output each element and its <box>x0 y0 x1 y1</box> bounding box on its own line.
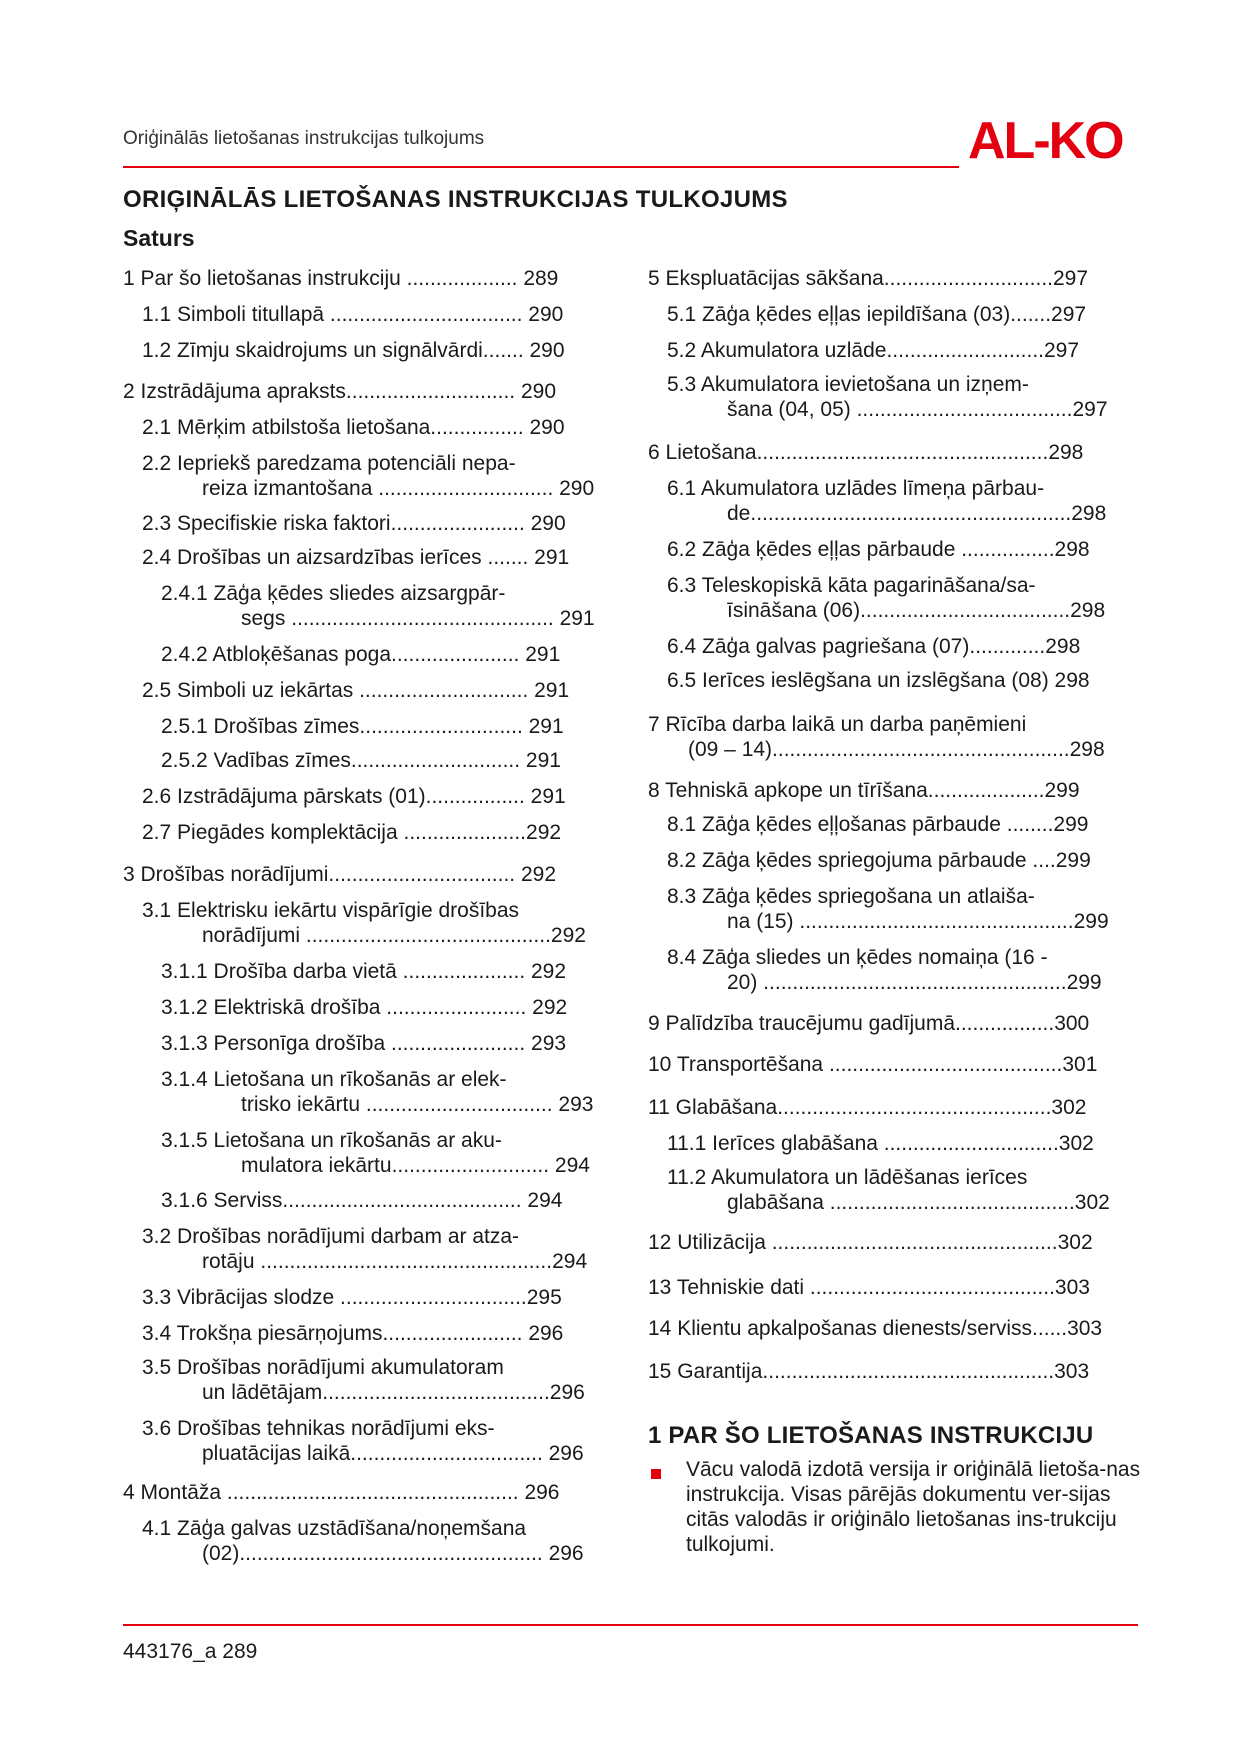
footer-page-reference: 443176_a 289 <box>123 1640 258 1663</box>
toc-item[interactable]: 5.1 Zāģa ķēdes eļļas iepildīšana (03).......297 <box>667 303 1087 326</box>
toc-item[interactable]: 8.1 Zāģa ķēdes eļļošanas pārbaude ........299 <box>667 813 1089 836</box>
toc-item[interactable]: 3 Drošības norādījumi................................ 292 <box>123 863 557 886</box>
toc-item[interactable]: 3.1.1 Drošība darba vietā ..................... 292 <box>161 960 567 983</box>
header-divider <box>123 166 959 168</box>
toc-item[interactable]: 3.4 Trokšņa piesārņojums........................ 296 <box>142 1322 564 1345</box>
toc-item[interactable]: 3.1.2 Elektriskā drošība ........................ 292 <box>161 996 568 1019</box>
toc-item[interactable]: 2.5.2 Vadības zīmes............................. 291 <box>161 749 561 772</box>
toc-item[interactable]: 1.2 Zīmju skaidrojums un signālvārdi....... 290 <box>142 339 565 362</box>
toc-item[interactable]: 3.1.5 Lietošana un rīkošanās ar aku- mulatora iekārtu........................... 294 <box>161 1129 590 1177</box>
toc-heading: Saturs <box>123 225 195 251</box>
toc-item[interactable]: 3.1 Elektrisku iekārtu vispārīgie drošības norādījumi ..........................................292 <box>142 899 586 947</box>
toc-item[interactable]: 6.1 Akumulatora uzlādes līmeņa pārbau- de.......................................................298 <box>667 477 1107 525</box>
toc-item[interactable]: 7 Rīcība darba laikā un darba paņēmieni (09 – 14)...................................................298 <box>648 713 1105 761</box>
toc-item[interactable]: 8.3 Zāģa ķēdes spriegošana un atlaiša- na (15) ...............................................299 <box>667 885 1109 933</box>
toc-item[interactable]: 12 Utilizācija .................................................302 <box>648 1231 1093 1254</box>
toc-item[interactable]: 3.5 Drošības norādījumi akumulatoram un lādētājam.......................................296 <box>142 1356 585 1404</box>
bullet-square-icon <box>651 1469 661 1479</box>
toc-item[interactable]: 3.1.6 Serviss......................................... 294 <box>161 1189 563 1212</box>
toc-item[interactable]: 11 Glabāšana...............................................302 <box>648 1096 1087 1119</box>
toc-item[interactable]: 2 Izstrādājuma apraksts............................. 290 <box>123 380 557 403</box>
toc-item[interactable]: 2.7 Piegādes komplektācija .....................292 <box>142 821 562 844</box>
toc-item[interactable]: 14 Klientu apkalpošanas dienests/serviss......303 <box>648 1317 1103 1340</box>
toc-item[interactable]: 5.3 Akumulatora ievietošana un izņem- šana (04, 05) .....................................297 <box>667 373 1108 421</box>
toc-item[interactable]: 10 Transportēšana ........................................301 <box>648 1053 1098 1076</box>
toc-item[interactable]: 2.1 Mērķim atbilstoša lietošana................ 290 <box>142 416 565 439</box>
alko-logo <box>968 112 1158 168</box>
toc-item[interactable]: 6 Lietošana..................................................298 <box>648 441 1084 464</box>
toc-item[interactable]: 2.6 Izstrādājuma pārskats (01)................. 291 <box>142 785 566 808</box>
toc-item[interactable]: 3.1.3 Personīga drošība ....................... 293 <box>161 1032 567 1055</box>
toc-item[interactable]: 2.4.2 Atbloķēšanas poga...................... 291 <box>161 643 561 666</box>
toc-item[interactable]: 3.6 Drošības tehnikas norādījumi eks- pluatācijas laikā................................. 296 <box>142 1417 584 1465</box>
toc-item[interactable]: 6.3 Teleskopiskā kāta pagarināšana/sa- īsināšana (06)....................................298 <box>667 574 1106 622</box>
toc-item[interactable]: 9 Palīdzība traucējumu gadījumā.................300 <box>648 1012 1090 1035</box>
running-header: Oriģinālās lietošanas instrukcijas tulkojums <box>123 128 485 149</box>
toc-item[interactable]: 11.2 Akumulatora un lādēšanas ierīces glabāšana ..........................................302 <box>667 1166 1110 1214</box>
toc-item[interactable]: 15 Garantija..................................................303 <box>648 1360 1090 1383</box>
toc-item[interactable]: 3.3 Vibrācijas slodze ................................295 <box>142 1286 562 1309</box>
toc-item[interactable]: 2.2 Iepriekš paredzama potenciāli nepa- reiza izmantošana .............................. 290 <box>142 452 595 500</box>
footer-divider <box>123 1624 1138 1626</box>
section-heading: 1 PAR ŠO LIETOŠANAS INSTRUKCIJU <box>648 1422 1094 1449</box>
toc-item[interactable]: 2.4.1 Zāģa ķēdes sliedes aizsargpār- segs ............................................. 291 <box>161 582 595 630</box>
toc-item[interactable]: 5 Ekspluatācijas sākšana.............................297 <box>648 267 1089 290</box>
toc-item[interactable]: 8.2 Zāģa ķēdes spriegojuma pārbaude ....299 <box>667 849 1091 872</box>
toc-item[interactable]: 2.4 Drošības un aizsardzības ierīces ....... 291 <box>142 546 570 569</box>
toc-item[interactable]: 2.5.1 Drošības zīmes............................ 291 <box>161 715 564 738</box>
toc-item[interactable]: 1.1 Simboli titullapā ................................. 290 <box>142 303 564 326</box>
document-title: ORIĢINĀLĀS LIETOŠANAS INSTRUKCIJAS TULKOJUMS <box>123 186 788 213</box>
toc-item[interactable]: 4.1 Zāģa galvas uzstādīšana/noņemšana (02).................................................... 296 <box>142 1517 584 1565</box>
toc-item[interactable]: 13 Tehniskie dati ..........................................303 <box>648 1276 1090 1299</box>
section-bullet-text: Vācu valodā izdotā versija ir oriģinālā lietoša-nas instrukcija. Visas pārējās dokumentu ver-sijas citās valodās ir oriģinālo lietošanas ins-trukciju tulkojumi. <box>686 1458 1141 1556</box>
toc-item[interactable]: 11.1 Ierīces glabāšana ..............................302 <box>667 1132 1094 1155</box>
toc-item[interactable]: 1 Par šo lietošanas instrukciju ................... 289 <box>123 267 559 290</box>
toc-item[interactable]: 8 Tehniskā apkope un tīrīšana....................299 <box>648 779 1080 802</box>
toc-item[interactable]: 4 Montāža .................................................. 296 <box>123 1481 560 1504</box>
toc-item[interactable]: 3.2 Drošības norādījumi darbam ar atza- rotāju ..................................................294 <box>142 1225 588 1273</box>
toc-item[interactable]: 5.2 Akumulatora uzlāde...........................297 <box>667 339 1080 362</box>
toc-item[interactable]: 6.5 Ierīces ieslēgšana un izslēgšana (08) 298 <box>667 669 1090 692</box>
logo-text: AL-KO <box>968 112 1123 168</box>
toc-item[interactable]: 2.3 Specifiskie riska faktori....................... 290 <box>142 512 566 535</box>
toc-item[interactable]: 2.5 Simboli uz iekārtas ............................. 291 <box>142 679 570 702</box>
toc-item[interactable]: 3.1.4 Lietošana un rīkošanās ar elek- trisko iekārtu ................................ 293 <box>161 1068 594 1116</box>
toc-item[interactable]: 6.2 Zāģa ķēdes eļļas pārbaude ................298 <box>667 538 1090 561</box>
toc-item[interactable]: 8.4 Zāģa sliedes un ķēdes nomaiņa (16 - 20) ....................................................299 <box>667 946 1102 994</box>
toc-item[interactable]: 6.4 Zāģa galvas pagriešana (07).............298 <box>667 635 1081 658</box>
